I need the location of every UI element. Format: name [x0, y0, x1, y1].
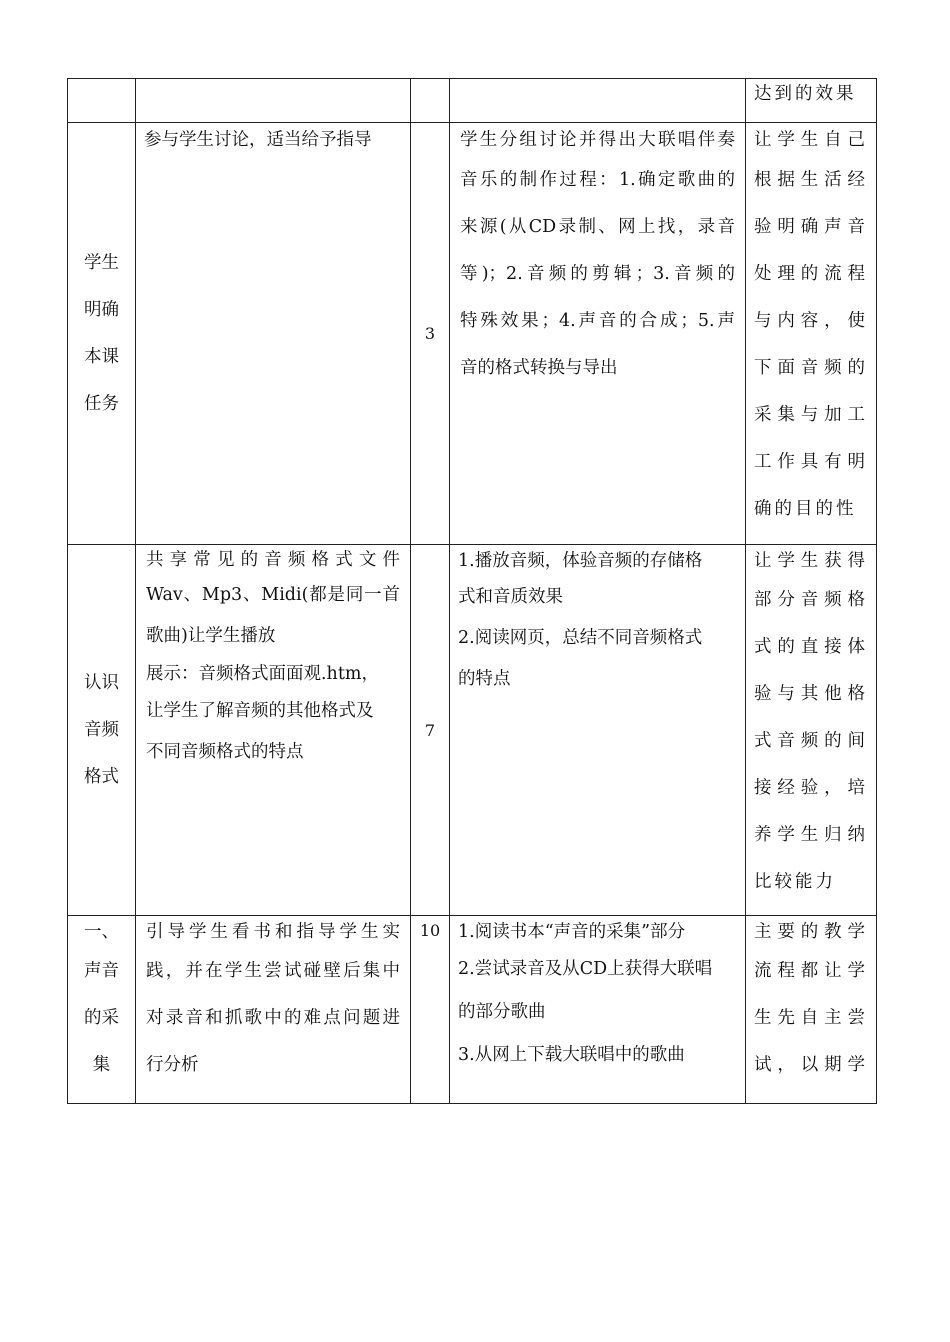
- student-line: 2.尝试录音及从CD上获得大联唱: [458, 959, 713, 979]
- stage-label-line: 任务: [84, 393, 119, 414]
- student-activity-cell: [450, 123, 746, 545]
- teacher-line: 不同音频格式的特点: [146, 742, 304, 762]
- time-value: 7: [424, 720, 436, 740]
- teacher-line: 行分析: [146, 1055, 199, 1075]
- student-activity-cell: [450, 916, 746, 1104]
- teacher-activity-cell: [136, 545, 411, 916]
- student-line: 特殊效果；4.声音的合成；5.声: [460, 311, 735, 331]
- teacher-line: 践，并在学生尝试碰壁后集中: [146, 961, 400, 981]
- student-line: 2.阅读网页，总结不同音频格式: [458, 628, 703, 648]
- time-cell: [411, 545, 450, 916]
- purpose-cell: [746, 545, 877, 916]
- purpose-line: 比较能力: [754, 872, 836, 892]
- teacher-line: 引导学生看书和指导学生实: [146, 922, 400, 942]
- purpose-line: 式的直接体: [754, 637, 868, 657]
- purpose-line: 让学生自己: [754, 130, 868, 150]
- purpose-cell: [746, 916, 877, 1104]
- table-row: [68, 79, 877, 123]
- student-line: 的特点: [458, 669, 511, 689]
- purpose-line: 采集与加工: [754, 405, 868, 425]
- stage-cell: [68, 545, 136, 916]
- student-activity-cell: [450, 545, 746, 916]
- student-line: 等)；2.音频的剪辑；3.音频的: [460, 264, 735, 284]
- stage-label-line: 明确: [84, 299, 119, 320]
- purpose-line: 主要的教学: [754, 922, 868, 942]
- teacher-line: 让学生了解音频的其他格式及: [146, 701, 374, 721]
- purpose-line: 试，以期学: [754, 1055, 868, 1075]
- purpose-cell: [746, 123, 877, 545]
- table-row: [68, 916, 877, 1104]
- table-row: [68, 545, 877, 916]
- teacher-line: 对录音和抓歌中的难点问题进: [146, 1008, 400, 1028]
- stage-label-line: 集: [92, 1055, 111, 1075]
- purpose-line: 流程都让学: [754, 961, 868, 981]
- purpose-line: 根据生活经: [754, 170, 868, 190]
- purpose-line: 验明确声音: [754, 217, 868, 237]
- student-line: 音乐的制作过程：1.确定歌曲的: [460, 170, 735, 190]
- time-cell: [411, 123, 450, 545]
- stage-label-line: 一、: [84, 922, 119, 942]
- student-line: 式和音质效果: [458, 587, 563, 607]
- time-value: 10: [419, 921, 441, 940]
- stage-cell: [68, 916, 136, 1104]
- teacher-line: 展示：音频格式面面观.htm，: [146, 664, 379, 684]
- stage-cell: [68, 123, 136, 545]
- time-cell: [411, 916, 450, 1104]
- stage-label-line: 格式: [84, 766, 119, 787]
- teacher-line: 参与学生讨论，适当给予指导: [144, 130, 372, 150]
- student-line: 音的格式转换与导出: [460, 358, 618, 378]
- student-activity-cell: [450, 79, 746, 123]
- student-line: 的部分歌曲: [458, 1002, 546, 1022]
- lesson-plan-table: [67, 78, 877, 1104]
- purpose-line: 与内容，使: [754, 311, 868, 331]
- stage-label-line: 的采: [84, 1008, 119, 1028]
- stage-label-line: 认识: [84, 672, 119, 693]
- time-cell: [411, 79, 450, 123]
- purpose-line: 工作具有明: [754, 452, 868, 472]
- purpose-line: 养学生归纳: [754, 825, 868, 845]
- student-line: 3.从网上下载大联唱中的歌曲: [458, 1045, 685, 1065]
- teacher-activity-cell: [136, 79, 411, 123]
- purpose-line: 生先自主尝: [754, 1008, 868, 1028]
- purpose-line: 下面音频的: [754, 358, 868, 378]
- teacher-line: Wav、Mp3、Midi(都是同一首: [146, 585, 400, 605]
- stage-label-line: 声音: [84, 961, 119, 981]
- purpose-line: 部分音频格: [754, 590, 868, 610]
- purpose-cell: [746, 79, 877, 123]
- student-line: 来源(从CD录制、网上找，录音: [460, 217, 735, 237]
- purpose-line: 确的目的性: [754, 499, 857, 519]
- student-line: 1.阅读书本“声音的采集”部分: [458, 922, 686, 942]
- stage-label-line: 学生: [84, 252, 119, 273]
- stage-cell: [68, 79, 136, 123]
- purpose-line: 验与其他格: [754, 684, 868, 704]
- purpose-line: 让学生获得: [754, 551, 868, 571]
- teacher-line: 共享常见的音频格式文件: [146, 550, 400, 570]
- purpose-line: 接经验，培: [754, 778, 868, 798]
- time-value: 3: [424, 324, 436, 343]
- student-line: 1.播放音频，体验音频的存储格: [458, 551, 703, 571]
- purpose-line: 式音频的间: [754, 731, 868, 751]
- purpose-line: 处理的流程: [754, 264, 868, 284]
- stage-label-line: 音频: [84, 719, 119, 740]
- teacher-activity-cell: [136, 916, 411, 1104]
- teacher-activity-cell: [136, 123, 411, 545]
- student-line: 学生分组讨论并得出大联唱伴奏: [460, 130, 735, 150]
- teacher-line: 歌曲)让学生播放: [146, 626, 276, 646]
- stage-label-line: 本课: [84, 346, 119, 367]
- table-row: [68, 123, 877, 545]
- purpose-line: 达到的效果: [754, 84, 857, 104]
